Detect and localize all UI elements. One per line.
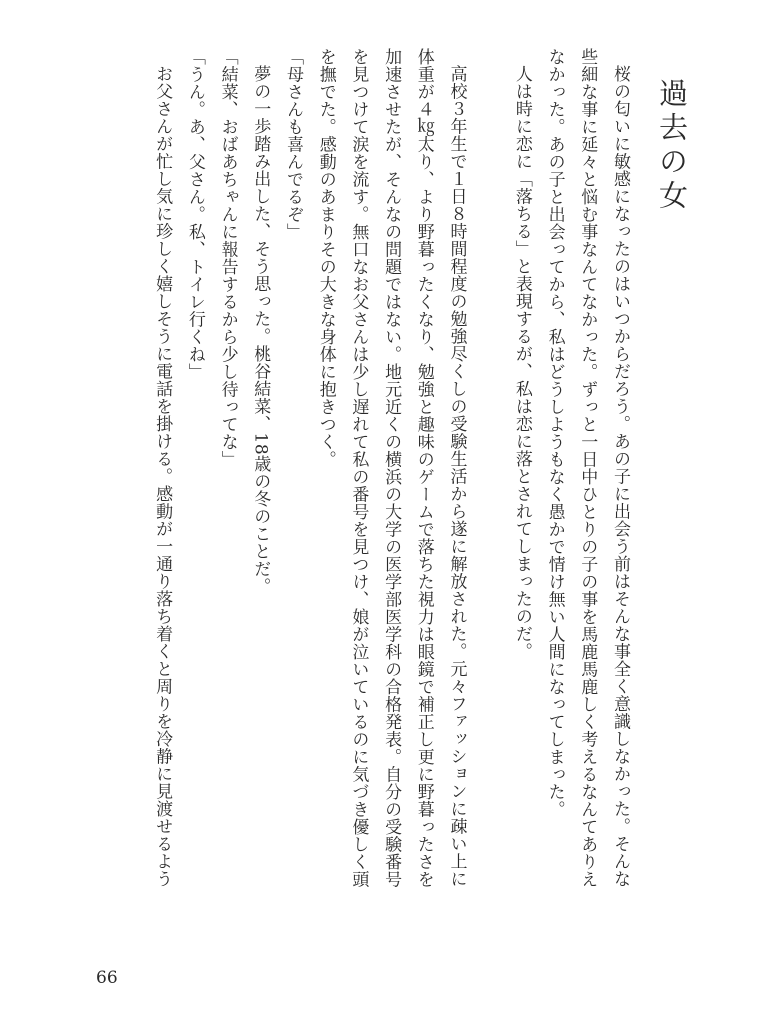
text-line: 桜の匂いに敏感になったのはいつからだろう。あの子に出会う前はそんな事全く意識しなかった。そんな	[610, 65, 630, 888]
text-line: を見つけて涙を流す。無口なお父さんは少し遅れて私の番号を見つけ、娘が泣いているのに気づき優しく頭	[348, 48, 369, 888]
chapter-title: 過去の女	[655, 78, 689, 214]
text-line: 体重が４㎏太り、より野暮ったくなり、勉強と趣味のゲームで落ちた視力は眼鏡で補正し更に野暮ったさを	[413, 48, 434, 888]
text-line: 「うん。あ、父さん。私、トイレ行くね」	[184, 48, 205, 381]
text-line: お父さんが忙し気に珍しく嬉しそうに電話を掛ける。感動が一通り落ち着くと周りを冷静に見渡せるよう	[152, 65, 173, 888]
text-line: 「結菜、おばあちゃんに報告するから少し待ってな」	[217, 48, 238, 468]
text-line: 加速させたが、そんなの問題ではない。地元近くの横浜の大学の医学部医学科の合格発表。自分の受験番号	[381, 48, 402, 888]
text-line: 「母さんも喜んでるぞ」	[282, 48, 303, 241]
text-line: を撫でた。感動のあまりその大きな身体に抱きつく。	[315, 48, 336, 468]
blank-line	[473, 48, 506, 948]
text-line: なかった。あの子と出会ってから、私はどうしようもなく愚かで情け無い人間になってしまった。	[544, 48, 565, 818]
text-line: 些細な事に延々と悩む事なんてなかった。ずっと一日中ひとりの子の事を馬鹿馬鹿しく考えるなんてありえ	[577, 48, 598, 888]
text-line: 夢の一歩踏み出した、そう思った。桃谷結菜、18歳の冬のことだ。	[250, 65, 271, 596]
page-number: 66	[96, 968, 118, 988]
body-text	[116, 48, 636, 948]
text-line: 人は時に恋に「落ちる」と表現するが、私は恋に落とされてしまったのだ。	[511, 65, 532, 660]
text-line: 高校３年生で１日８時間程度の勉強尽くしの受験生活から遂に解放された。元々ファッションに疎い上に	[446, 65, 467, 888]
